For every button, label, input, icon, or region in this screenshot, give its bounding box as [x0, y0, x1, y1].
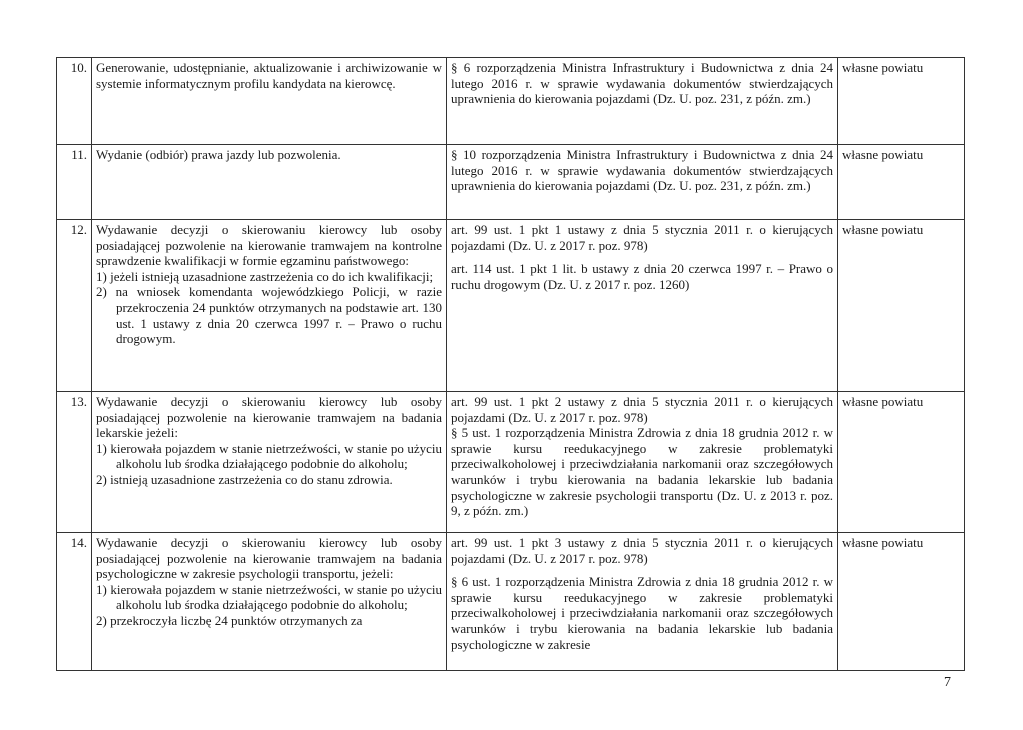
- basis-text: art. 99 ust. 1 pkt 3 ustawy z dnia 5 stycznia 2011 r. o kierujących pojazdami (Dz. U. z 2017 r. poz. 978): [451, 535, 833, 566]
- legal-basis: [447, 533, 838, 671]
- row-number: 12.: [57, 220, 92, 392]
- task-text: Wydawanie decyzji o skierowaniu kierowcy lub osoby posiadającej pozwolenie na kierowanie tramwajem na kontrolne sprawdzenie kwalifikacji w formie egzaminu państwowego:: [96, 222, 442, 269]
- basis-text: § 5 ust. 1 rozporządzenia Ministra Zdrowia z dnia 18 grudnia 2012 r. w sprawie kursu reedukacyjnego w zakresie problematyki przeciwalkoholowej i przeciwdziałania narkomanii oraz szczegółowych warunków i trybu kierowania na badania lekarskie lub badania psychologiczne w zakresie psychologii transportu (Dz. U. z 2013 r. poz. 9, z późn. zm.): [451, 425, 833, 519]
- legal-basis: [447, 145, 838, 220]
- condition-list: [96, 441, 442, 488]
- legal-basis: [447, 58, 838, 145]
- basis-text: § 10 rozporządzenia Ministra Infrastruktury i Budownictwa z dnia 24 lutego 2016 r. w sprawie wydawania dokumentów stwierdzających uprawnienia do kierowania pojazdami (Dz. U. poz. 231, z późn. zm.): [451, 147, 833, 194]
- task-description: [92, 220, 447, 392]
- table-row: [57, 220, 965, 392]
- task-text: Wydanie (odbiór) prawa jazdy lub pozwolenia.: [96, 147, 341, 162]
- legal-basis: [447, 392, 838, 533]
- condition-list: [96, 269, 442, 347]
- basis-text: art. 99 ust. 1 pkt 2 ustawy z dnia 5 stycznia 2011 r. o kierujących pojazdami (Dz. U. z 2017 r. poz. 978): [451, 394, 833, 425]
- basis-text: art. 99 ust. 1 pkt 1 ustawy z dnia 5 stycznia 2011 r. o kierujących pojazdami (Dz. U. z 2017 r. poz. 978): [451, 222, 833, 253]
- task-description: [92, 58, 447, 145]
- task-type: własne powiatu: [838, 533, 965, 671]
- task-description: [92, 533, 447, 671]
- table-row: [57, 533, 965, 671]
- task-text: Wydawanie decyzji o skierowaniu kierowcy lub osoby posiadającej pozwolenie na kierowanie tramwajem na badania lekarskie jeżeli:: [96, 394, 442, 441]
- basis-text: § 6 ust. 1 rozporządzenia Ministra Zdrowia z dnia 18 grudnia 2012 r. w sprawie kursu reedukacyjnego w zakresie problematyki przeciwalkoholowej i przeciwdziałania narkomanii oraz szczegółowych warunków i trybu kierowania na badania lekarskie lub badania psychologiczne w zakresie: [451, 574, 833, 652]
- row-number: 14.: [57, 533, 92, 671]
- page-number: 7: [944, 675, 951, 690]
- basis-text: art. 114 ust. 1 pkt 1 lit. b ustawy z dnia 20 czerwca 1997 r. – Prawo o ruchu drogowym (Dz. U. z 2017 r. poz. 1260): [451, 261, 833, 292]
- row-number: 11.: [57, 145, 92, 220]
- task-type: własne powiatu: [838, 58, 965, 145]
- list-item: 2) przekroczyła liczbę 24 punktów otrzymanych za: [96, 612, 363, 628]
- task-type: własne powiatu: [838, 392, 965, 533]
- list-item: 1) kierowała pojazdem w stanie nietrzeźwości, w stanie po użyciu alkoholu lub środka działającego podobnie do alkoholu;: [96, 440, 442, 472]
- list-item: 2) istnieją uzasadnione zastrzeżenia co do stanu zdrowia.: [96, 471, 393, 487]
- task-description: [92, 392, 447, 533]
- task-text: Generowanie, udostępnianie, aktualizowanie i archiwizowanie w systemie informatycznym profilu kandydata na kierowcę.: [96, 60, 442, 91]
- task-type: własne powiatu: [838, 220, 965, 392]
- table-row: [57, 145, 965, 220]
- task-description: [92, 145, 447, 220]
- tasks-table: [56, 57, 965, 671]
- list-item: 1) kierowała pojazdem w stanie nietrzeźwości, w stanie po użyciu alkoholu lub środka działającego podobnie do alkoholu;: [96, 581, 442, 613]
- list-item: 2) na wniosek komendanta wojewódzkiego Policji, w razie przekroczenia 24 punktów otrzymanych na podstawie art. 130 ust. 1 ustawy z dnia 20 czerwca 1997 r. – Prawo o ruchu drogowym.: [96, 284, 442, 347]
- table-row: [57, 392, 965, 533]
- row-number: 13.: [57, 392, 92, 533]
- list-item: 1) jeżeli istnieją uzasadnione zastrzeżenia co do ich kwalifikacji;: [96, 268, 434, 284]
- basis-text: § 6 rozporządzenia Ministra Infrastruktury i Budownictwa z dnia 24 lutego 2016 r. w sprawie wydawania dokumentów stwierdzających uprawnienia do kierowania pojazdami (Dz. U. poz. 231, z późn. zm.): [451, 60, 833, 107]
- row-number: 10.: [57, 58, 92, 145]
- task-text: Wydawanie decyzji o skierowaniu kierowcy lub osoby posiadającej pozwolenie na kierowanie tramwajem na badania psychologiczne w zakresie psychologii transportu, jeżeli:: [96, 535, 442, 582]
- task-type: własne powiatu: [838, 145, 965, 220]
- table-row: [57, 58, 965, 145]
- legal-basis: [447, 220, 838, 392]
- condition-list: [96, 582, 442, 629]
